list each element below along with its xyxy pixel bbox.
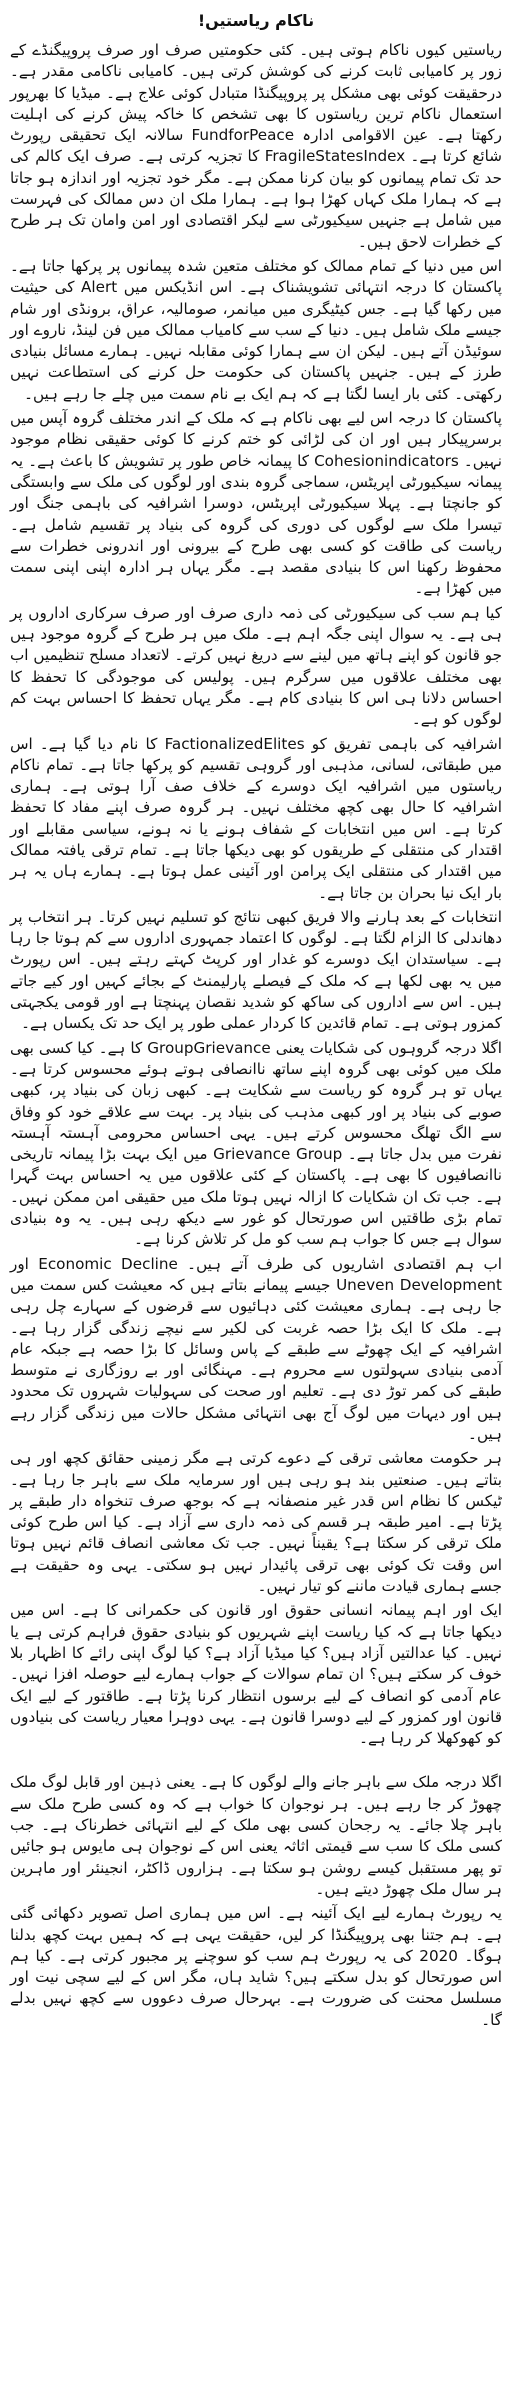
article-paragraph: اگلا درجہ ملک سے باہر جانے والے لوگوں کا ہے۔ یعنی ذہین اور قابل لوگ ملک چھوڑ کر جا رہے ہیں۔ ہر نوجوان کا خواب ہے کہ وہ کسی طرح ملک سے باہر چلا جائے۔ یہ رجحان کسی بھی ملک کے لیے انتہائی خطرناک ہے۔ جب کسی ملک کا سب سے قیمتی اثاثہ یعنی اس کے نوجوان ہی مایوس ہو جائیں تو پھر مستقبل کیسے روشن ہو سکتا ہے۔ ہزاروں ڈاکٹر، انجینئر اور ماہرین ہر سال ملک چھوڑ دیتے ہیں۔ (10, 1773, 502, 1898)
article-paragraph: اب ہم اقتصادی اشاریوں کی طرف آتے ہیں۔ Economic Decline اور Uneven Development جیسے پیمانے بتاتے ہیں کہ معیشت کس سمت میں جا رہی ہے۔ ہماری معیشت کئی دہائیوں سے قرضوں کے سہارے چل رہی ہے۔ ملک کا ایک بڑا حصہ غربت کی لکیر سے نیچے زندگی گزار رہا ہے۔ اشرافیہ کے ایک چھوٹے سے طبقے کے پاس وسائل کا بڑا حصہ ہے جبکہ عام آدمی بنیادی سہولتوں سے محروم ہے۔ مہنگائی اور بے روزگاری نے متوسط طبقے کی کمر توڑ دی ہے۔ تعلیم اور صحت کی سہولیات شہروں تک محدود ہیں اور دیہات میں لوگ آج بھی انتہائی مشکل حالات میں زندگی گزار رہے ہیں۔ (10, 1254, 502, 1443)
article-paragraph: اگلا درجہ گروہوں کی شکایات یعنی GroupGrievance کا ہے۔ کیا کسی بھی ملک میں کوئی بھی گروہ اپنے ساتھ ناانصافی ہوتے ہوئے محسوس کرتا ہے۔ یہاں تو ہر گروہ کو ریاست سے شکایت ہے۔ کبھی زبان کی بنیاد پر، کبھی صوبے کی بنیاد پر اور کبھی مذہب کی بنیاد پر۔ بہت سے علاقے خود کو وفاق سے الگ تھلگ محسوس کرتے ہیں۔ یہی احساس محرومی آہستہ آہستہ نفرت میں بدل جاتا ہے۔ Grievance Group میں ایک بہت بڑا پیمانہ تاریخی ناانصافیوں کا بھی ہے۔ پاکستان کے کئی علاقوں میں یہ احساس بہت گہرا ہے۔ جب تک ان شکایات کا ازالہ نہیں ہوتا ملک میں حقیقی امن ممکن نہیں۔ تمام بڑی طاقتیں اس صورتحال کو غور سے دیکھ رہی ہیں۔ یہ وہ بنیادی سوال ہے جس کا جواب ہم سب کو مل کر تلاش کرنا ہے۔ (10, 1038, 503, 1249)
article-paragraph: انتخابات کے بعد ہارنے والا فریق کبھی نتائج کو تسلیم نہیں کرتا۔ ہر انتخاب پر دھاندلی کا الزام لگتا ہے۔ لوگوں کا اعتماد جمہوری اداروں سے کم ہوتا جا رہا ہے۔ سیاستدان ایک دوسرے کو غدار اور کرپٹ کہتے رہتے ہیں۔ اس رپورٹ میں یہ بھی لکھا ہے کہ ملک کے فیصلے پارلیمنٹ کے بجائے کہیں اور کیے جاتے ہیں۔ اس سے اداروں کی ساکھ کو شدید نقصان پہنچتا ہے اور قومی یکجہتی کمزور ہوتی ہے۔ تمام قائدین کا کردار عملی طور پر ایک حد تک یکساں ہے۔ (10, 907, 502, 1033)
article-paragraph: ریاستیں کیوں ناکام ہوتی ہیں۔ کئی حکومتیں صرف اور صرف پروپیگنڈے کے زور پر کامیابی ثابت کرنے کی کوشش کرتی ہیں۔ کامیابی ناکامی مقدر ہے۔ درحقیقت کوئی بھی مشکل پر پروپیگنڈا متبادل کوئی علاج ہے۔ میڈیا کا بھرپور استعمال ناکام ترین ریاستوں کا بھی تشخص کا خاکہ پیش کرنے کی اہلیت رکھتا ہے۔ عین الاقوامی ادارہ FundforPeace سالانہ ایک تحقیقی رپورٹ شائع کرتا ہے۔ FragileStatesIndex کا تجزیہ کرتی ہے۔ صرف ایک کالم کی حد تک تمام پیمانوں کو بیان کرنا ممکن ہے۔ مگر خود تجزیہ اور اندازہ ہو جاتا ہے کہ ہمارا ملک کہاں کھڑا ہوا ہے۔ ہمارا ملک ان دس ممالک کی فہرست میں شامل ہے جنہیں سیکیورٹی سے لیکر اقتصادی اور امن وامان تک ہر طرح کے خطرات لاحق ہیں۔ (10, 41, 503, 251)
article-paragraph: اشرافیہ کی باہمی تفریق کو FactionalizedElites کا نام دیا گیا ہے۔ اس میں طبقاتی، لسانی، مذہبی اور گروہی تقسیم کو پرکھا جاتا ہے۔ تمام ناکام ریاستوں میں اشرافیہ ایک دوسرے کے خلاف صف آرا ہوتی ہے۔ ہماری اشرافیہ کا حال بھی کچھ مختلف نہیں۔ ہر گروہ صرف اپنے مفاد کا تحفظ کرتا ہے۔ اس میں انتخابات کے شفاف ہونے یا نہ ہونے، سیاسی مقابلے اور اقتدار کی منتقلی کے طریقوں کو بھی دیکھا جاتا ہے۔ تمام ترقی یافتہ ممالک میں اقتدار کی منتقلی ایک پرامن اور آئینی عمل ہوتا ہے۔ ہمارے ہاں یہ ہر بار ایک نیا بحران بن جاتا ہے۔ (10, 734, 503, 902)
article-paragraph: کیا ہم سب کی سیکیورٹی کی ذمہ داری صرف اور صرف سرکاری اداروں پر ہی ہے۔ یہ سوال اپنی جگہ اہم ہے۔ ملک میں ہر طرح کے گروہ موجود ہیں جو قانون کو اپنے ہاتھ میں لینے سے دریغ نہیں کرتے۔ لاتعداد مسلح تنظیمیں اب بھی مختلف علاقوں میں سرگرم ہیں۔ پولیس کی موجودگی کا تحفظ کا احساس دلانا ہی اس کا بنیادی کام ہے۔ مگر یہاں تحفظ کا احساس بہت کم لوگوں کو ہے۔ (10, 603, 502, 729)
article-paragraph: ایک اور اہم پیمانہ انسانی حقوق اور قانون کی حکمرانی کا ہے۔ اس میں دیکھا جاتا ہے کہ کیا ریاست اپنے شہریوں کو بنیادی حقوق فراہم کرتی ہے یا نہیں۔ کیا عدالتیں آزاد ہیں؟ کیا میڈیا آزاد ہے؟ کیا لوگ اپنی رائے کا اظہار بلا خوف کر سکتے ہیں؟ ان تمام سوالات کے جواب ہمارے لیے حوصلہ افزا نہیں۔ عام آدمی کو انصاف کے لیے برسوں انتظار کرنا پڑتا ہے۔ طاقتور کے لیے ایک قانون اور کمزور کے لیے دوسرا قانون ہے۔ یہی دوہرا معیار ریاست کی بنیادوں کو کھوکھلا کر رہا ہے۔ (10, 1601, 502, 1748)
article-paragraph: پاکستان کا درجہ اس لیے بھی ناکام ہے کہ ملک کے اندر مختلف گروہ آپس میں برسرپیکار ہیں اور ان کی لڑائی کو ختم کرنے کا کوئی حقیقی نظام موجود نہیں۔ Cohesionindicators کا پیمانہ خاص طور پر تشویش کا باعث ہے۔ یہ پیمانہ سیکیورٹی اپریٹس، سماجی گروہ بندی اور لوگوں کی ملک سے وابستگی کو جانچتا ہے۔ پہلا سیکیورٹی اپریٹس، دوسرا اشرافیہ کی باہمی جنگ اور تیسرا ملک سے لوگوں کی دوری کی گروہ کی بنیاد پر تقسیم شامل ہے۔ ریاست کی طاقت کو کسی بھی طرح کے بیرونی اور اندرونی خطرات سے محفوظ رکھنا اس کا بنیادی مقصد ہے۔ مگر یہاں ہر ادارہ اپنی اپنی سمت میں کھڑا ہے۔ (10, 409, 503, 598)
article-paragraph: ہر حکومت معاشی ترقی کے دعوے کرتی ہے مگر زمینی حقائق کچھ اور ہی بتاتے ہیں۔ صنعتیں بند ہو رہی ہیں اور سرمایہ ملک سے باہر جا رہا ہے۔ ٹیکس کا نظام اس قدر غیر منصفانہ ہے کہ بوجھ صرف تنخواہ دار طبقے پر پڑتا ہے۔ امیر طبقہ ہر قسم کی ذمہ داری سے آزاد ہے۔ کیا اس طرح کوئی ملک ترقی کر سکتا ہے؟ یقیناً نہیں۔ جب تک معاشی انصاف قائم نہیں ہوتا اس وقت تک کوئی بھی ترقی پائیدار نہیں ہو سکتی۔ یہی وہ حقیقت ہے جسے ہماری قیادت ماننے کو تیار نہیں۔ (10, 1449, 502, 1596)
paragraph-gap (10, 1752, 502, 1772)
article-paragraph: یہ رپورٹ ہمارے لیے ایک آئینہ ہے۔ اس میں ہماری اصل تصویر دکھائی گئی ہے۔ ہم جتنا بھی پروپیگنڈا کر لیں، حقیقت یہی ہے کہ ہمیں بہت کچھ بدلنا ہوگا۔ 2020 کی یہ رپورٹ ہم سب کو سوچنے پر مجبور کرتی ہے۔ کیا ہم اس صورتحال کو بدل سکتے ہیں؟ شاید ہاں، مگر اس کے لیے سچی نیت اور مسلسل محنت کی ضرورت ہے۔ بہرحال صرف دعووں سے کچھ نہیں بدلے گا۔ (10, 1904, 502, 2029)
article-paragraph: اس میں دنیا کے تمام ممالک کو مختلف متعین شدہ پیمانوں پر پرکھا جاتا ہے۔ پاکستان کا درجہ انتہائی تشویشناک ہے۔ اس انڈیکس میں Alert کی حیثیت میں رکھا گیا ہے۔ جس کیٹیگری میں میانمر، صومالیہ، عراق، برونڈی اور شام جیسے ملک شامل ہیں۔ دنیا کے سب سے کامیاب ممالک میں فن لینڈ، ناروے اور سوئیڈن آتے ہیں۔ لیکن ان سے ہمارا کوئی مقابلہ نہیں۔ ہمارے مسائل بنیادی طرز کے ہیں۔ جنہیں پاکستان کی حکومت حل کرنے کی استطاعت نہیں رکھتی۔ کئی بار ایسا لگتا ہے کہ ہم ایک بے نام سمت میں چلے جا رہے ہیں۔ (10, 256, 502, 403)
article-title: ناکام ریاستیں! (197, 11, 315, 30)
